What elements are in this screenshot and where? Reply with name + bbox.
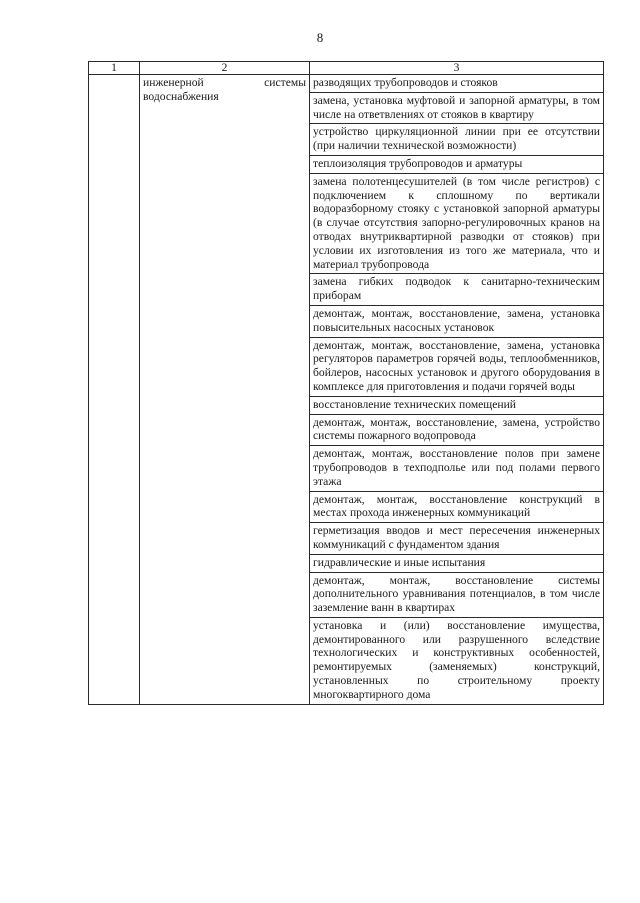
work-item-cell: демонтаж, монтаж, восстановление системы дополнительного уравнивания потенциалов, в том числе заземление ванн в квартирах	[310, 572, 604, 617]
work-item-cell: демонтаж, монтаж, восстановление, замена, устройство системы пожарного водопровода	[310, 414, 604, 446]
work-item-cell: демонтаж, монтаж, восстановление, замена, установка регуляторов параметров горячей воды, теплообменников, бойлеров, насосных установок и другого оборудования в комплексе для приготовления и подачи горячей воды	[310, 337, 604, 396]
column-header-3: 3	[310, 62, 604, 75]
column-header-2: 2	[140, 62, 310, 75]
work-item-cell: герметизация вводов и мест пересечения инженерных коммуникаций с фундаментом здания	[310, 523, 604, 555]
works-table	[88, 61, 604, 705]
table-row	[89, 75, 604, 93]
column-1-cell	[89, 75, 140, 705]
work-item-cell: установка и (или) восстановление имущества, демонтированного или разрушенного вследствие технологических и конструктивных особенностей, ремонтируемых (заменяемых) конструкций, установленных по строительному проекту многоквартирного дома	[310, 617, 604, 704]
system-name-cell: инженерной системы водоснабжения	[140, 75, 310, 705]
work-item-cell: демонтаж, монтаж, восстановление полов при замене трубопроводов в техподполье или под полами первого этажа	[310, 446, 604, 491]
work-item-cell: замена гибких подводок к санитарно-техническим приборам	[310, 274, 604, 306]
work-item-cell: демонтаж, монтаж, восстановление конструкций в местах прохода инженерных коммуникаций	[310, 491, 604, 523]
work-item-cell: замена, установка муфтовой и запорной арматуры, в том числе на ответвлениях от стояков в квартиру	[310, 92, 604, 124]
work-item-cell: восстановление технических помещений	[310, 396, 604, 414]
work-item-cell: гидравлические и иные испытания	[310, 554, 604, 572]
page-number: 8	[316, 30, 324, 45]
work-item-cell: демонтаж, монтаж, восстановление, замена, установка повысительных насосных установок	[310, 305, 604, 337]
work-item-cell: теплоизоляция трубопроводов и арматуры	[310, 155, 604, 173]
column-header-1: 1	[89, 62, 140, 75]
work-item-cell: замена полотенцесушителей (в том числе регистров) с подключением к сплошному по вертикали водоразборному стояку с установкой запорной арматуры (в случае отсутствия запорно-регулировочных кранов на отводах внутриквартирной разводки от стояков) при условии их изготовления из того же материала, что и материал трубопровода	[310, 173, 604, 274]
work-item-cell: разводящих трубопроводов и стояков	[310, 75, 604, 93]
table-header-row	[89, 62, 604, 75]
work-item-cell: устройство циркуляционной линии при ее отсутствии (при наличии технической возможности)	[310, 124, 604, 156]
